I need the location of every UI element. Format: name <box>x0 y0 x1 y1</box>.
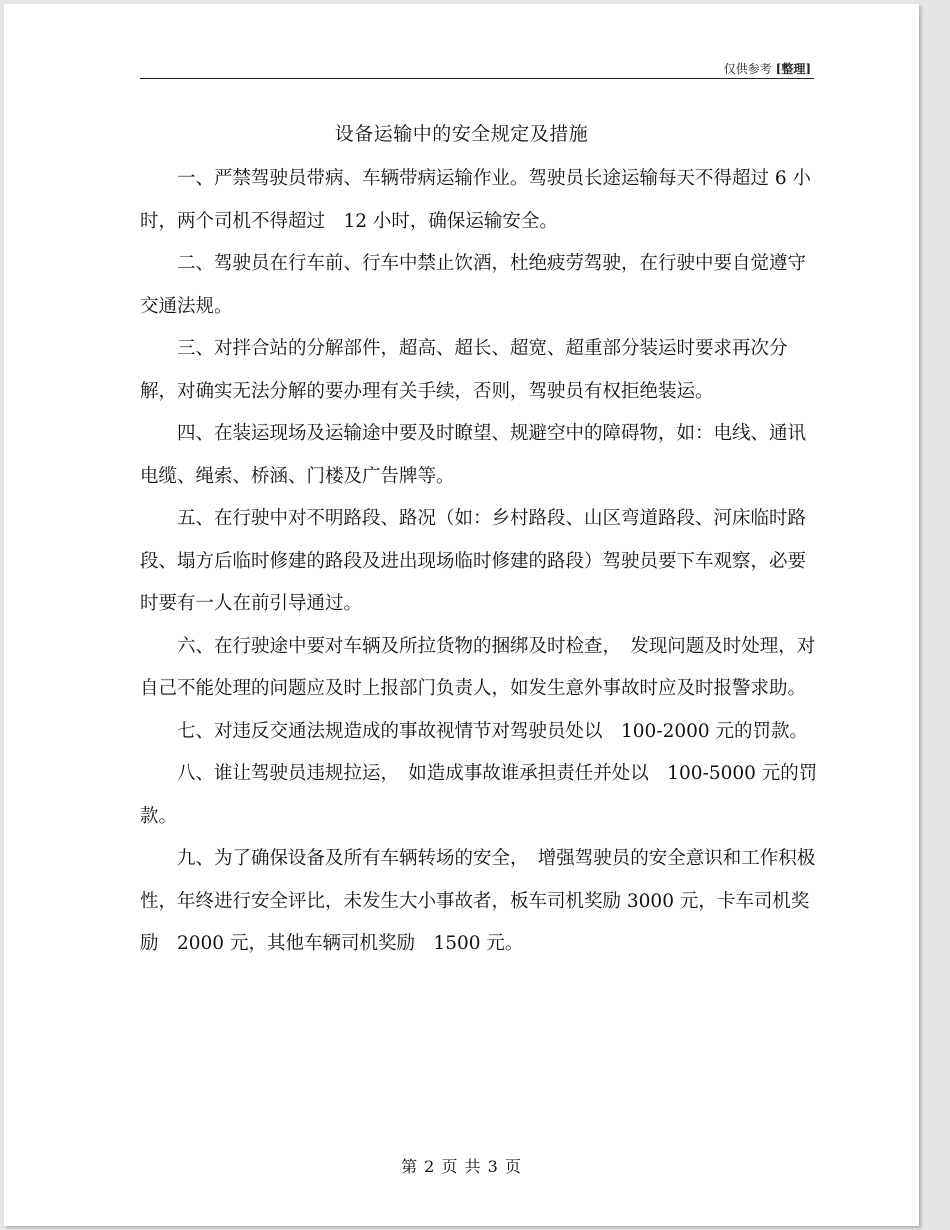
paragraph: 七、对违反交通法规造成的事故视情节对驾驶员处以 100-2000 元的罚款。 <box>177 720 809 742</box>
page-header <box>724 60 811 77</box>
paragraph: 六、在行驶途中要对车辆及所拉货物的捆绑及时检查， 发现问题及时处理，对自己不能处理的问题应及时上报部门负责人，如发生意外事故时应及时报警求助。 <box>140 635 816 699</box>
document-body <box>140 158 818 966</box>
paragraph: 四、在装运现场及运输途中要及时瞭望、规避空中的障碍物，如：电线、通讯电缆、绳索、桥涵、门楼及广告牌等。 <box>140 423 807 487</box>
paragraph: 三、对拌合站的分解部件，超高、超长、超宽、超重部分装运时要求再次分解，对确实无法分解的要办理有关手续，否则，驾驶员有权拒绝装运。 <box>140 338 788 402</box>
paragraph: 二、驾驶员在行车前、行车中禁止饮酒，杜绝疲劳驾驶，在行驶中要自觉遵守交通法规。 <box>140 253 807 317</box>
header-rule <box>140 78 814 79</box>
header-tag: [整理] <box>775 62 811 76</box>
document-page <box>4 4 919 1226</box>
paragraph: 八、谁让驾驶员违规拉运， 如造成事故谁承担责任并处以 100-5000 元的罚款。 <box>140 763 818 827</box>
document-title: 设备运输中的安全规定及措施 <box>334 123 589 145</box>
paragraph: 九、为了确保设备及所有车辆转场的安全， 增强驾驶员的安全意识和工作积极性，年终进行安全评比，未发生大小事故者，板车司机奖励 3000 元，卡车司机奖励 2000 元，其他车辆司机奖励 1500 元。 <box>140 848 816 954</box>
header-label: 仅供参考 <box>723 62 772 76</box>
paragraph: 五、在行驶中对不明路段、路况（如：乡村路段、山区弯道路段、河床临时路段、塌方后临时修建的路段及进出现场临时修建的路段）驾驶员要下车观察，必要时要有一人在前引导通过。 <box>140 508 807 614</box>
paragraph: 一、严禁驾驶员带病、车辆带病运输作业。驾驶员长途运输每天不得超过 6 小时，两个司机不得超过 12 小时，确保运输安全。 <box>140 168 812 232</box>
page-number: 第 2 页 共 3 页 <box>401 1157 522 1176</box>
